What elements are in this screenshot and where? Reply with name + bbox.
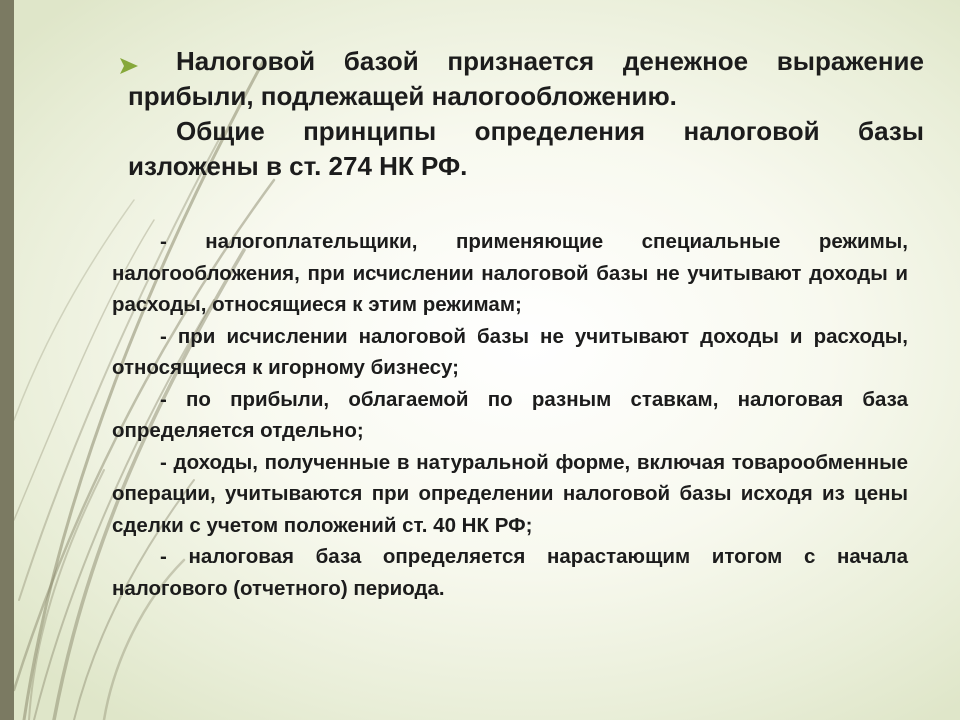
slide-heading <box>128 44 924 184</box>
rules-list <box>112 226 908 604</box>
left-accent-bar <box>0 0 14 720</box>
list-item: - при исчислении налоговой базы не учитывают доходы и расходы, относящиеся к игорному бизнесу; <box>112 324 908 379</box>
list-item: - доходы, полученные в натуральной форме, включая товарообменные операции, учитываются при определении налоговой базы исходя из цены сделки с учетом положений ст. 40 НК РФ; <box>112 450 908 537</box>
heading-paragraph-1: Налоговой базой признается денежное выражение прибыли, подлежащей налогообложению. <box>128 46 924 111</box>
list-item: - налогоплательщики, применяющие специальные режимы, налогообложения, при исчислении налоговой базы не учитывают доходы и расходы, относящиеся к этим режимам; <box>112 230 908 316</box>
heading-paragraph-2: Общие принципы определения налоговой базы изложены в ст. 274 НК РФ. <box>128 116 924 181</box>
list-item: - по прибыли, облагаемой по разным ставкам, налоговая база определяется отдельно; <box>112 387 908 442</box>
list-item: - налоговая база определяется нарастающим итогом с начала налогового (отчетного) периода. <box>112 545 908 600</box>
